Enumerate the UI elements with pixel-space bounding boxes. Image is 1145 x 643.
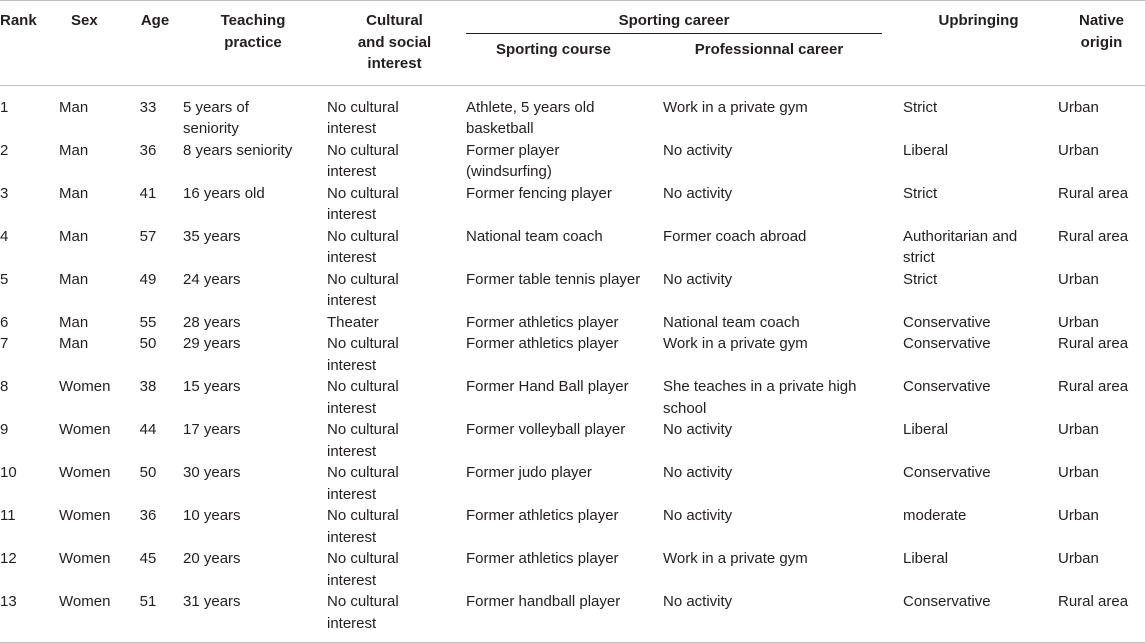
- table-row: [0, 462, 1145, 505]
- table-row: [0, 419, 1145, 462]
- table-row: [0, 226, 1145, 269]
- cell-cultural-interest: No cultural interest: [327, 184, 399, 223]
- cell-sex: Man: [59, 227, 89, 245]
- cell-professional-career: Work in a private gym: [663, 550, 808, 567]
- cell-teaching-practice: 30 years: [183, 464, 241, 481]
- cell-sporting-course: Former Hand Ball player: [466, 378, 629, 395]
- cell-teaching-practice: 17 years: [183, 421, 241, 438]
- cell-cultural-interest: No cultural interest: [327, 378, 399, 417]
- cell-upbringing: Conservative: [903, 378, 991, 395]
- cell-professional-career: No activity: [663, 184, 733, 202]
- cell-professional-career: No activity: [663, 464, 733, 481]
- cell-cultural-interest: No cultural interest: [327, 227, 399, 266]
- cell-age: 44: [139, 421, 157, 438]
- cell-sex: Women: [59, 593, 111, 610]
- table-row: [0, 505, 1145, 548]
- cell-age: 38: [139, 378, 157, 395]
- cell-upbringing: moderate: [903, 507, 967, 524]
- cell-cultural-interest: No cultural interest: [327, 593, 399, 632]
- cell-native-origin: Urban: [1058, 550, 1099, 567]
- cell-upbringing: Strict: [903, 270, 938, 288]
- cell-sporting-course: Former volleyball player: [466, 421, 626, 438]
- cell-teaching-practice: 16 years old: [183, 184, 265, 202]
- cell-age: 36: [139, 141, 157, 159]
- cell-upbringing: Strict: [903, 98, 938, 116]
- cell-native-origin: Rural area: [1058, 184, 1129, 202]
- cell-rank: 5: [0, 270, 9, 288]
- cell-cultural-interest: No cultural interest: [327, 98, 399, 137]
- cell-sporting-course: Former athletics player: [466, 550, 619, 567]
- cell-teaching-practice: 8 years seniority: [183, 141, 293, 159]
- cell-sex: Man: [59, 98, 89, 116]
- cell-cultural-interest: No cultural interest: [327, 464, 399, 503]
- header-sporting-career: Sporting career: [466, 1, 899, 38]
- table-header: [0, 1, 1145, 86]
- cell-age: 41: [139, 184, 157, 202]
- cell-professional-career: Work in a private gym: [663, 335, 808, 352]
- cell-age: 50: [139, 335, 157, 352]
- cell-native-origin: Urban: [1058, 98, 1099, 116]
- cell-upbringing: Liberal: [903, 421, 949, 438]
- cell-cultural-interest: No cultural interest: [327, 550, 399, 589]
- cell-cultural-interest: No cultural interest: [327, 335, 399, 374]
- cell-sex: Women: [59, 507, 111, 524]
- cell-teaching-practice: 35 years: [183, 227, 241, 245]
- cell-sporting-course: Former judo player: [466, 464, 592, 481]
- table-row: [0, 269, 1145, 312]
- cell-sporting-course: National team coach: [466, 227, 603, 245]
- cell-sporting-course: Former athletics player: [466, 335, 619, 352]
- cell-sporting-course: Athlete, 5 years old basketball: [466, 98, 595, 137]
- cell-age: 57: [139, 227, 157, 245]
- cell-rank: 1: [0, 98, 9, 116]
- cell-native-origin: Urban: [1058, 421, 1099, 438]
- table-row: [0, 591, 1145, 643]
- cell-sex: Women: [59, 550, 111, 567]
- cell-sporting-course: Former table tennis player: [466, 270, 641, 288]
- cell-upbringing: Conservative: [903, 464, 991, 481]
- table-row: [0, 183, 1145, 226]
- cell-age: 50: [139, 464, 157, 481]
- cell-sex: Women: [59, 421, 111, 438]
- cell-sporting-course: Former handball player: [466, 593, 621, 610]
- cell-rank: 2: [0, 141, 9, 159]
- cell-sex: Man: [59, 184, 89, 202]
- cell-teaching-practice: 10 years: [183, 507, 241, 524]
- cell-native-origin: Rural area: [1058, 227, 1129, 245]
- cell-cultural-interest: No cultural interest: [327, 421, 399, 460]
- table-row: [0, 333, 1145, 376]
- cell-sex: Women: [59, 464, 111, 481]
- header-age: Age: [127, 1, 183, 86]
- table-body: [0, 85, 1145, 643]
- header-rank: Rank: [0, 1, 59, 86]
- header-teaching-practice: Teaching practice: [183, 1, 323, 86]
- cell-upbringing: Conservative: [903, 313, 991, 331]
- header-sex: Sex: [59, 1, 127, 86]
- cell-age: 49: [139, 270, 157, 288]
- cell-sporting-course: Former fencing player: [466, 184, 612, 202]
- cell-age: 45: [139, 550, 157, 567]
- cell-rank: 12: [0, 550, 17, 567]
- cell-native-origin: Rural area: [1058, 335, 1129, 352]
- cell-rank: 13: [0, 593, 17, 610]
- cell-professional-career: She teaches in a private high school: [663, 378, 857, 417]
- cell-sex: Man: [59, 141, 89, 159]
- cell-professional-career: No activity: [663, 593, 733, 610]
- cell-teaching-practice: 31 years: [183, 593, 241, 610]
- cell-native-origin: Urban: [1058, 507, 1099, 524]
- cell-teaching-practice: 20 years: [183, 550, 241, 567]
- cell-professional-career: Work in a private gym: [663, 98, 808, 116]
- header-professional-career: Professionnal career: [694, 40, 844, 58]
- cell-sporting-course: Former athletics player: [466, 313, 619, 331]
- cell-professional-career: No activity: [663, 141, 733, 159]
- table-row: [0, 140, 1145, 183]
- cell-rank: 3: [0, 184, 9, 202]
- cell-upbringing: Strict: [903, 184, 938, 202]
- cell-sporting-course: Former player (windsurfing): [466, 141, 560, 180]
- cell-native-origin: Urban: [1058, 141, 1099, 159]
- cell-upbringing: Authoritarian and strict: [903, 227, 1018, 266]
- cell-teaching-practice: 24 years: [183, 270, 241, 288]
- cell-sex: Man: [59, 270, 89, 288]
- cell-rank: 4: [0, 227, 9, 245]
- cell-rank: 10: [0, 464, 17, 481]
- cell-native-origin: Urban: [1058, 464, 1099, 481]
- cell-native-origin: Urban: [1058, 270, 1099, 288]
- cell-professional-career: National team coach: [663, 313, 800, 331]
- header-upbringing: Upbringing: [899, 1, 1058, 86]
- cell-sporting-course: Former athletics player: [466, 507, 619, 524]
- header-sporting-course: Sporting course: [495, 40, 611, 58]
- cell-teaching-practice: 15 years: [183, 378, 241, 395]
- cell-professional-career: No activity: [663, 421, 733, 438]
- cell-cultural-interest: No cultural interest: [327, 507, 399, 546]
- cell-teaching-practice: 29 years: [183, 335, 241, 352]
- header-cultural-interest: Cultural and social interest: [323, 1, 466, 86]
- cell-rank: 8: [0, 378, 9, 395]
- cell-professional-career: Former coach abroad: [663, 227, 807, 245]
- table-row: [0, 548, 1145, 591]
- cell-rank: 9: [0, 421, 9, 438]
- cell-age: 33: [139, 98, 157, 116]
- cell-professional-career: No activity: [663, 270, 733, 288]
- cell-upbringing: Liberal: [903, 141, 949, 159]
- cell-native-origin: Urban: [1058, 313, 1099, 331]
- cell-rank: 6: [0, 313, 9, 331]
- cell-teaching-practice: 28 years: [183, 313, 241, 331]
- cell-native-origin: Rural area: [1058, 593, 1129, 610]
- cell-sex: Man: [59, 335, 89, 352]
- table-row: [0, 376, 1145, 419]
- cell-upbringing: Conservative: [903, 593, 991, 610]
- cell-professional-career: No activity: [663, 507, 733, 524]
- cell-cultural-interest: Theater: [327, 313, 379, 331]
- cell-upbringing: Liberal: [903, 550, 949, 567]
- cell-age: 51: [139, 593, 157, 610]
- cell-sex: Women: [59, 378, 111, 395]
- table-row: [0, 85, 1145, 140]
- cell-cultural-interest: No cultural interest: [327, 141, 399, 180]
- cell-upbringing: Conservative: [903, 335, 991, 352]
- header-native-origin: Native origin: [1058, 1, 1145, 86]
- cell-age: 36: [139, 507, 157, 524]
- cell-native-origin: Rural area: [1058, 378, 1129, 395]
- cell-cultural-interest: No cultural interest: [327, 270, 399, 309]
- cell-age: 55: [139, 313, 157, 331]
- cell-rank: 11: [0, 507, 16, 524]
- table-row: [0, 312, 1145, 334]
- cell-rank: 7: [0, 335, 9, 352]
- cell-sex: Man: [59, 313, 89, 331]
- cell-teaching-practice: 5 years of seniority: [183, 98, 249, 137]
